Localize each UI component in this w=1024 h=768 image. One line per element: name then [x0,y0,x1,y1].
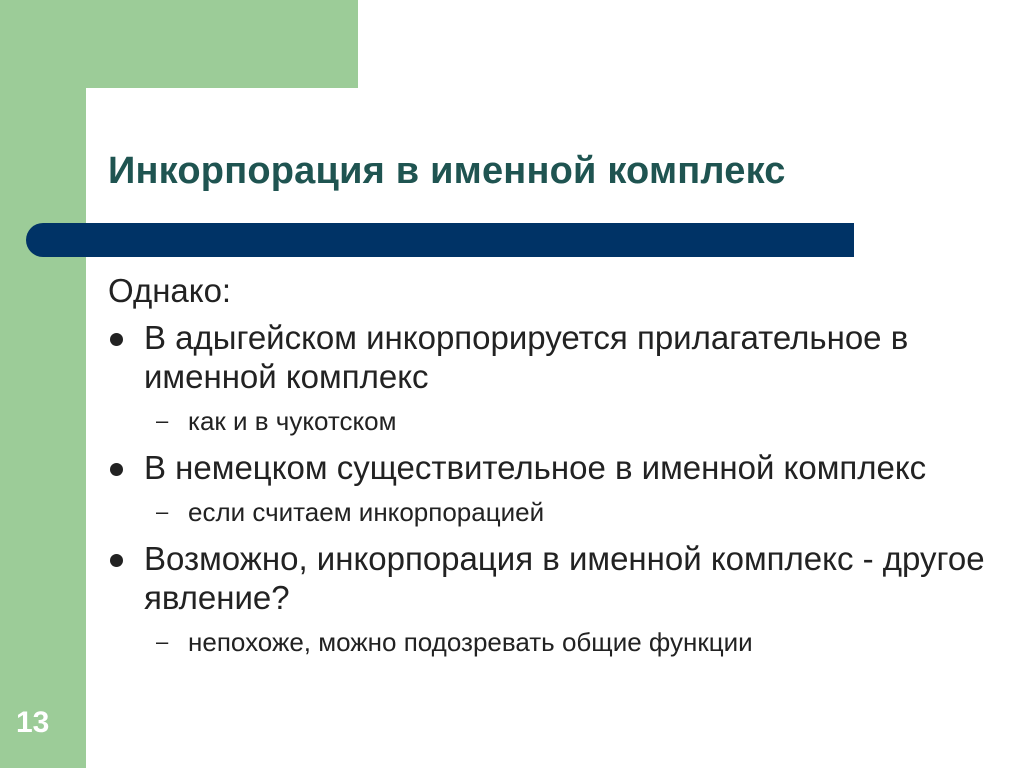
bullet-text-2: В немецком существительное в именной комплекс [144,449,927,486]
dash-icon: – [156,629,169,654]
bullet-dot-icon [110,554,123,567]
bullet-text-3: Возможно, инкорпорация в именной комплекс - другое явление? [144,540,985,616]
bullet-item-1 [108,318,988,396]
sub-text-1: как и в чукотском [188,406,397,436]
dash-icon: – [156,499,169,524]
sub-item-3 [108,625,988,659]
slide-title: Инкорпорация в именной комплекс [108,150,786,192]
slide-number: 13 [16,706,50,739]
slide-content [108,270,988,669]
sub-item-2 [108,495,988,529]
green-top-band [0,0,358,88]
sub-text-3: непохоже, можно подозревать общие функции [188,627,753,657]
bullet-item-2 [108,448,988,487]
intro-text: Однако: [108,272,232,309]
green-side-band [0,0,86,768]
bullet-item-3 [108,539,988,617]
dash-icon: – [156,408,169,433]
sub-item-1 [108,404,988,438]
bullet-dot-icon [110,333,123,346]
title-underline-bar [26,223,854,257]
bullet-text-1: В адыгейском инкорпорируется прилагательное в именной комплекс [144,319,909,395]
bullet-dot-icon [110,463,123,476]
sub-text-2: если считаем инкорпорацией [188,497,545,527]
